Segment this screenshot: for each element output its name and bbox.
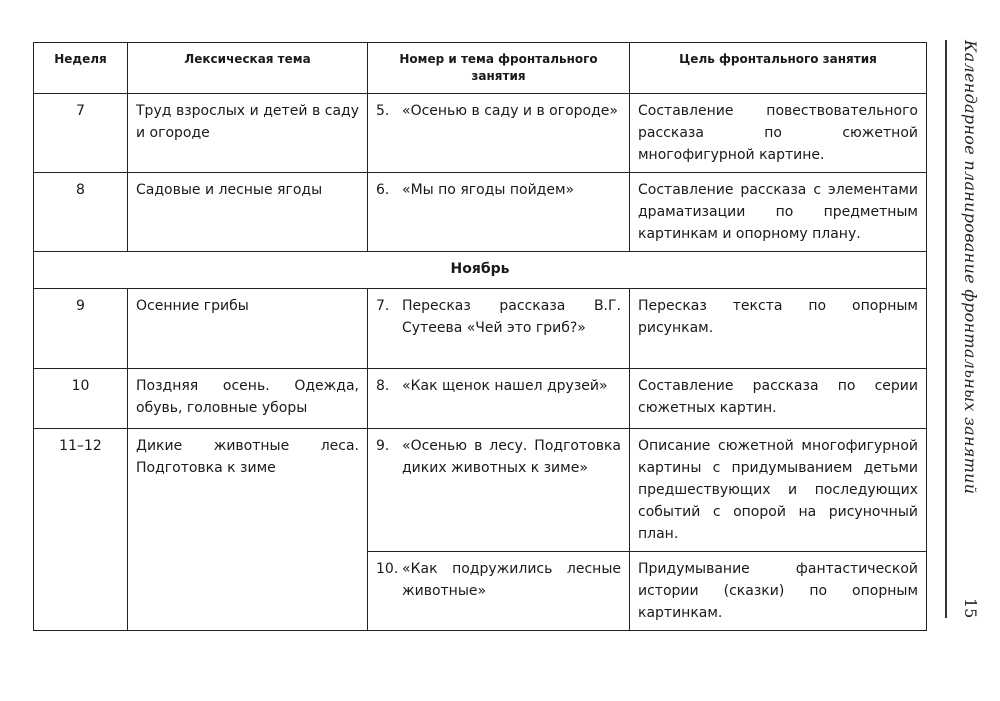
month-row — [34, 252, 927, 289]
table-row — [34, 369, 927, 429]
header-goal: Цель фронтального занятия — [630, 43, 927, 94]
lesson-title: «Осенью в саду и в огороде» — [402, 103, 618, 119]
month-label: Ноябрь — [34, 252, 927, 289]
week-cell: 7 — [34, 94, 128, 173]
planning-table — [33, 42, 927, 631]
table-row — [34, 429, 927, 552]
lesson-number: 7. — [376, 298, 390, 314]
goal-cell: Составление рассказа с элементами драматизации по предметным картинкам и опорному плану. — [630, 173, 927, 252]
margin-rule — [945, 40, 947, 618]
lesson-cell — [368, 289, 630, 369]
goal-cell: Придумывание фантастической истории (сказки) по опорным картинкам. — [630, 552, 927, 631]
lesson-number: 9. — [376, 438, 390, 454]
page-number: 15 — [961, 598, 980, 619]
lesson-number: 5. — [376, 103, 390, 119]
lesson-cell — [368, 94, 630, 173]
lesson-title: Пересказ рассказа В.Г. Сутеева «Чей это гриб?» — [402, 298, 621, 336]
lesson-title: «Осенью в лесу. Подготовка диких животных к зиме» — [402, 438, 621, 476]
lesson-cell — [368, 369, 630, 429]
topic-cell: Труд взрослых и детей в саду и огороде — [128, 94, 368, 173]
header-week: Неделя — [34, 43, 128, 94]
lesson-number: 8. — [376, 378, 390, 394]
week-cell: 10 — [34, 369, 128, 429]
table-header-row — [34, 43, 927, 94]
goal-cell: Пересказ текста по опорным рисункам. — [630, 289, 927, 369]
topic-cell: Осенние грибы — [128, 289, 368, 369]
topic-cell: Поздняя осень. Одежда, обувь, головные уборы — [128, 369, 368, 429]
table-row — [34, 173, 927, 252]
topic-cell: Садовые и лесные ягоды — [128, 173, 368, 252]
goal-cell: Составление повествовательного рассказа по сюжетной многофигурной картине. — [630, 94, 927, 173]
lesson-title: «Мы по ягоды пойдем» — [402, 182, 575, 198]
week-cell: 11–12 — [34, 429, 128, 631]
lesson-cell — [368, 429, 630, 552]
header-topic: Лексическая тема — [128, 43, 368, 94]
lesson-cell — [368, 173, 630, 252]
lesson-number: 10. — [376, 561, 399, 577]
lesson-cell — [368, 552, 630, 631]
topic-cell: Дикие животные леса. Подготовка к зиме — [128, 429, 368, 631]
table-row — [34, 94, 927, 173]
lesson-title: «Как подружились лесные животные» — [402, 561, 621, 599]
header-lesson: Номер и тема фронтального занятия — [368, 43, 630, 94]
lesson-number: 6. — [376, 182, 390, 198]
goal-cell: Составление рассказа по серии сюжетных картин. — [630, 369, 927, 429]
week-cell: 9 — [34, 289, 128, 369]
goal-cell: Описание сюжетной многофигурной картины с придумыванием детьми предшествующих и последующих событий с опорой на рисуночный план. — [630, 429, 927, 552]
week-cell: 8 — [34, 173, 128, 252]
running-title: Календарное планирование фронтальных занятий — [961, 40, 980, 495]
lesson-title: «Как щенок нашел друзей» — [402, 378, 608, 394]
table-row — [34, 289, 927, 369]
